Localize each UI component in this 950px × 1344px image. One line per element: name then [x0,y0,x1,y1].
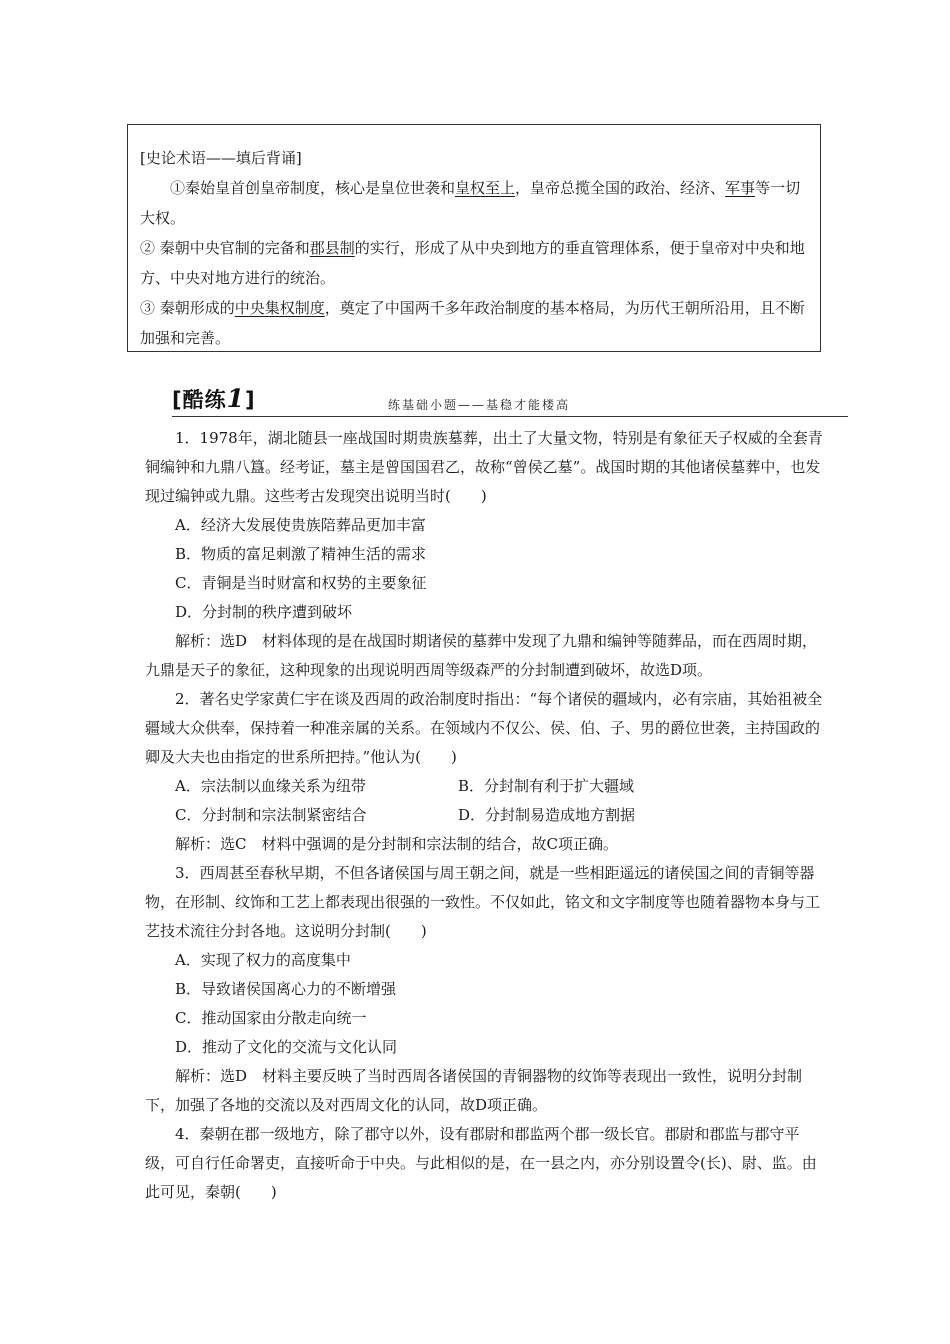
blank-answer: 中央集权制度 [234,299,325,317]
box-title: [史论术语——填后背诵] [140,149,302,167]
term-1: ①秦始皇首创皇帝制度，核心是皇位世袭和皇权至上，皇帝总揽全国的政治、经济、军事等一切大权。 [140,179,801,227]
question-stem: 4．秦朝在郡一级地方，除了郡守以外，设有郡尉和郡监两个郡一级长官。郡尉和郡监与郡守平级，可自行任命署吏，直接听命于中央。与此相似的是，在一县之内，亦分别设置令(长)、尉、监。由此可见，秦朝( ) [145,1125,817,1201]
option: A．宗法制以血缘关系为纽带 [175,777,366,795]
question-list [145,424,825,1207]
section-badge: [酷练1] [172,384,256,413]
term-3: ③ 秦朝形成的中央集权制度，奠定了中国两千多年政治制度的基本格局，为历代王朝所沿用，且不断加强和完善。 [140,299,805,347]
option: C．分封制和宗法制紧密结合 [175,806,367,824]
option: C．推动国家由分散走向统一 [175,1009,367,1027]
history-terms-box [127,124,821,352]
option: C．青铜是当时财富和权势的主要象征 [175,574,427,592]
blank-answer: 皇权至上 [455,179,516,197]
section-header [172,384,848,417]
option: B．分封制有利于扩大疆域 [458,777,635,795]
option: D．分封制易造成地方割据 [458,806,636,824]
analysis: 解析：选D 材料体现的是在战国时期诸侯的墓葬中发现了九鼎和编钟等随葬品，而在西周时期，九鼎是天子的象征，这种现象的出现说明西周等级森严的分封制遭到破坏，故选D项。 [145,632,818,679]
option: A．经济大发展使贵族陪葬品更加丰富 [175,516,426,534]
blank-answer: 郡县制 [309,239,355,257]
option: B．物质的富足刺激了精神生活的需求 [175,545,427,563]
section-subtitle: 练基础小题——基稳才能楼高 [388,398,571,412]
option-row [145,801,825,830]
option: A．实现了权力的高度集中 [175,951,351,969]
analysis: 解析：选C 材料中强调的是分封制和宗法制的结合，故C项正确。 [175,835,618,853]
term-2: ② 秦朝中央官制的完备和郡县制的实行，形成了从中央到地方的垂直管理体系，便于皇帝对中央和地方、中央对地方进行的统治。 [140,239,805,287]
question-stem: 3．西周甚至春秋早期，不但各诸侯国与周王朝之间，就是一些相距遥远的诸侯国之间的青铜等器物，在形制、纹饰和工艺上都表现出很强的一致性。不仅如此，铭文和文字制度等也随着器物本身与工艺技术流往分封各地。这说明分封制( ) [145,864,821,940]
blank-answer: 军事 [725,179,756,197]
analysis: 解析：选D 材料主要反映了当时西周各诸侯国的青铜器物的纹饰等表现出一致性，说明分封制下，加强了各地的交流以及对西周文化的认同，故D项正确。 [145,1067,803,1114]
option: D．推动了文化的交流与文化认同 [175,1038,398,1056]
option: B．导致诸侯国离心力的不断增强 [175,980,397,998]
option-row [145,772,825,801]
question-stem: 1．1978年，湖北随县一座战国时期贵族墓葬，出土了大量文物，特别是有象征天子权威的全套青铜编钟和九鼎八簋。经考证，墓主是曾国国君乙，故称“曾侯乙墓”。战国时期的其他诸侯墓葬中，也发现过编钟或九鼎。这些考古发现突出说明当时( ) [145,429,823,505]
question-stem: 2．著名史学家黄仁宇在谈及西周的政治制度时指出：“每个诸侯的疆域内，必有宗庙，其始祖被全疆域大众供奉，保持着一种准亲属的关系。在领域内不仅公、侯、伯、子、男的爵位世袭，主持国政的卿及大夫也由指定的世系所把持。”他认为( ) [145,690,823,766]
option: D．分封制的秩序遭到破坏 [175,603,353,621]
